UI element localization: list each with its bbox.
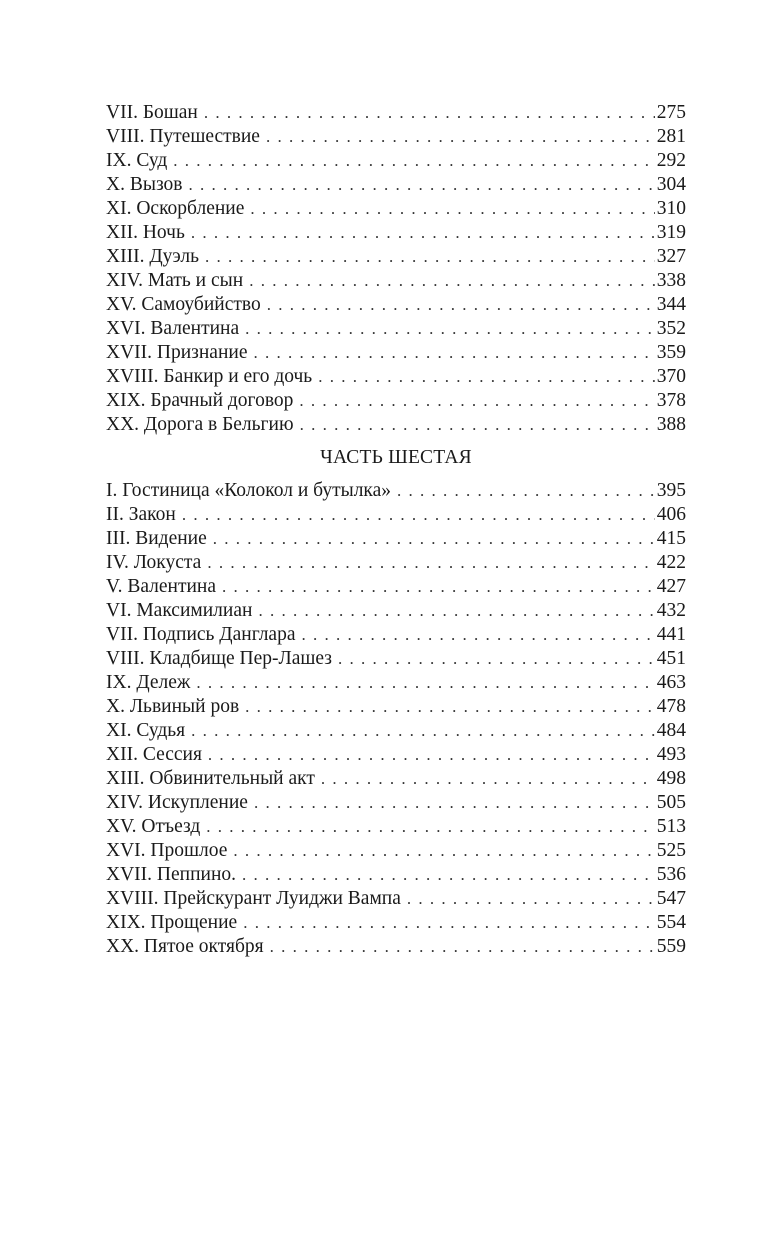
toc-list-part-five	[106, 101, 686, 437]
dot-leader	[318, 365, 655, 389]
toc-entry	[106, 671, 686, 695]
toc-entry	[106, 935, 686, 959]
toc-entry	[106, 413, 686, 437]
toc-entry-page-number: 327	[656, 246, 686, 267]
dot-leader	[222, 575, 655, 599]
toc-entry-title: XV. Самоубийство	[106, 294, 261, 315]
toc-entry-page-number: 493	[656, 744, 686, 765]
toc-entry-title: XVI. Валентина	[106, 318, 240, 339]
toc-entry-page-number: 281	[656, 126, 686, 147]
toc-entry-title: XIX. Брачный договор	[106, 390, 294, 411]
toc-entry-page-number: 484	[656, 720, 686, 741]
toc-entry-title: XVII. Признание	[106, 342, 248, 363]
toc-entry-page-number: 498	[656, 768, 686, 789]
toc-entry	[106, 317, 686, 341]
toc-entry	[106, 575, 686, 599]
toc-entry-title: IX. Дележ	[106, 672, 191, 693]
dot-leader	[204, 101, 655, 125]
dot-leader	[250, 197, 654, 221]
toc-entry-title: XX. Дорога в Бельгию	[106, 414, 294, 435]
toc-entry	[106, 791, 686, 815]
dot-leader	[258, 599, 654, 623]
toc-entry-page-number: 415	[656, 528, 686, 549]
toc-entry-title: XI. Судья	[106, 720, 186, 741]
toc-entry-title: III. Видение	[106, 528, 207, 549]
toc-entry	[106, 719, 686, 743]
toc-entry-page-number: 478	[656, 696, 686, 717]
toc-entry-page-number: 554	[656, 912, 686, 933]
toc-entry-title: XI. Оскорбление	[106, 198, 245, 219]
dot-leader	[206, 815, 654, 839]
dot-leader	[254, 791, 655, 815]
dot-leader	[243, 911, 655, 935]
dot-leader	[245, 317, 655, 341]
toc-entry	[106, 269, 686, 293]
table-of-contents	[106, 101, 686, 959]
toc-entry-title: XII. Ночь	[106, 222, 185, 243]
dot-leader	[321, 767, 655, 791]
toc-entry	[106, 743, 686, 767]
toc-entry-title: XVIII. Прейскурант Луиджи Вампа	[106, 888, 401, 909]
dot-leader	[267, 293, 655, 317]
toc-entry-title: VI. Максимилиан	[106, 600, 253, 621]
toc-entry-title: VII. Подпись Данглара	[106, 624, 296, 645]
toc-entry-page-number: 451	[656, 648, 686, 669]
toc-entry-page-number: 427	[656, 576, 686, 597]
dot-leader	[242, 863, 655, 887]
toc-entry	[106, 623, 686, 647]
toc-entry-page-number: 344	[656, 294, 686, 315]
toc-entry	[106, 125, 686, 149]
dot-leader	[299, 389, 654, 413]
toc-entry-page-number: 463	[656, 672, 686, 693]
toc-entry-title: X. Вызов	[106, 174, 183, 195]
toc-entry-title: XIX. Прощение	[106, 912, 238, 933]
toc-entry-page-number: 505	[656, 792, 686, 813]
toc-entry-title: VIII. Путешествие	[106, 126, 260, 147]
section-heading-part-six: ЧАСТЬ ШЕСТАЯ	[320, 447, 472, 468]
dot-leader	[182, 503, 655, 527]
toc-entry-page-number: 359	[656, 342, 686, 363]
toc-entry-page-number: 275	[656, 102, 686, 123]
toc-entry-title: XVIII. Банкир и его дочь	[106, 366, 313, 387]
toc-entry	[106, 911, 686, 935]
dot-leader	[233, 839, 654, 863]
dot-leader	[270, 935, 655, 959]
toc-entry	[106, 599, 686, 623]
dot-leader	[173, 149, 654, 173]
toc-entry	[106, 887, 686, 911]
toc-entry-page-number: 536	[656, 864, 686, 885]
toc-entry-title: IX. Суд	[106, 150, 168, 171]
toc-entry	[106, 173, 686, 197]
toc-entry	[106, 863, 686, 887]
toc-entry-page-number: 370	[656, 366, 686, 387]
toc-entry	[106, 551, 686, 575]
dot-leader	[208, 743, 655, 767]
dot-leader	[249, 269, 655, 293]
toc-entry-title: IV. Локуста	[106, 552, 202, 573]
toc-entry-title: XII. Сессия	[106, 744, 202, 765]
toc-entry-title: I. Гостиница «Колокол и бутылка»	[106, 480, 392, 501]
toc-entry-title: VII. Бошан	[106, 102, 198, 123]
toc-entry	[106, 479, 686, 503]
toc-entry	[106, 647, 686, 671]
toc-entry-title: XV. Отъезд	[106, 816, 201, 837]
toc-entry	[106, 527, 686, 551]
toc-entry-title: XX. Пятое октября	[106, 936, 264, 957]
toc-entry-title: XIV. Мать и сын	[106, 270, 244, 291]
toc-entry-page-number: 432	[656, 600, 686, 621]
toc-entry-page-number: 559	[656, 936, 686, 957]
toc-entry-title: XIV. Искупление	[106, 792, 248, 813]
toc-entry	[106, 695, 686, 719]
toc-entry-page-number: 352	[656, 318, 686, 339]
dot-leader	[397, 479, 655, 503]
dot-leader	[300, 413, 655, 437]
dot-leader	[191, 221, 655, 245]
toc-entry	[106, 293, 686, 317]
toc-entry-page-number: 422	[656, 552, 686, 573]
toc-entry-page-number: 292	[656, 150, 686, 171]
toc-entry-title: XIII. Обвинительный акт	[106, 768, 315, 789]
toc-entry-page-number: 338	[656, 270, 686, 291]
dot-leader	[338, 647, 655, 671]
toc-entry-title: VIII. Кладбище Пер-Лашез	[106, 648, 333, 669]
toc-entry-title: II. Закон	[106, 504, 176, 525]
toc-entry	[106, 221, 686, 245]
toc-entry-page-number: 395	[656, 480, 686, 501]
toc-entry	[106, 389, 686, 413]
toc-entry-title: V. Валентина	[106, 576, 217, 597]
toc-entry	[106, 101, 686, 125]
toc-entry-page-number: 378	[656, 390, 686, 411]
dot-leader	[191, 719, 655, 743]
toc-entry-page-number: 388	[656, 414, 686, 435]
dot-leader	[266, 125, 655, 149]
toc-entry	[106, 245, 686, 269]
toc-list-part-six	[106, 479, 686, 959]
toc-entry	[106, 815, 686, 839]
toc-entry	[106, 767, 686, 791]
toc-entry-page-number: 441	[656, 624, 686, 645]
dot-leader	[213, 527, 655, 551]
toc-entry-page-number: 513	[656, 816, 686, 837]
dot-leader	[407, 887, 655, 911]
toc-entry	[106, 149, 686, 173]
toc-entry-page-number: 319	[656, 222, 686, 243]
dot-leader	[205, 245, 655, 269]
toc-entry-page-number: 547	[656, 888, 686, 909]
toc-entry-title: XVI. Прошлое	[106, 840, 228, 861]
dot-leader	[302, 623, 655, 647]
toc-entry-page-number: 525	[656, 840, 686, 861]
toc-entry	[106, 503, 686, 527]
toc-entry-page-number: 304	[656, 174, 686, 195]
dot-leader	[245, 695, 655, 719]
toc-entry-title: XIII. Дуэль	[106, 246, 200, 267]
toc-entry	[106, 341, 686, 365]
dot-leader	[189, 173, 655, 197]
toc-entry-title: X. Львиный ров	[106, 696, 240, 717]
toc-entry-title: XVII. Пеппино.	[106, 864, 237, 885]
toc-entry-page-number: 310	[656, 198, 686, 219]
toc-entry	[106, 197, 686, 221]
dot-leader	[207, 551, 654, 575]
dot-leader	[196, 671, 654, 695]
dot-leader	[254, 341, 655, 365]
toc-entry	[106, 839, 686, 863]
toc-entry	[106, 365, 686, 389]
toc-entry-page-number: 406	[656, 504, 686, 525]
